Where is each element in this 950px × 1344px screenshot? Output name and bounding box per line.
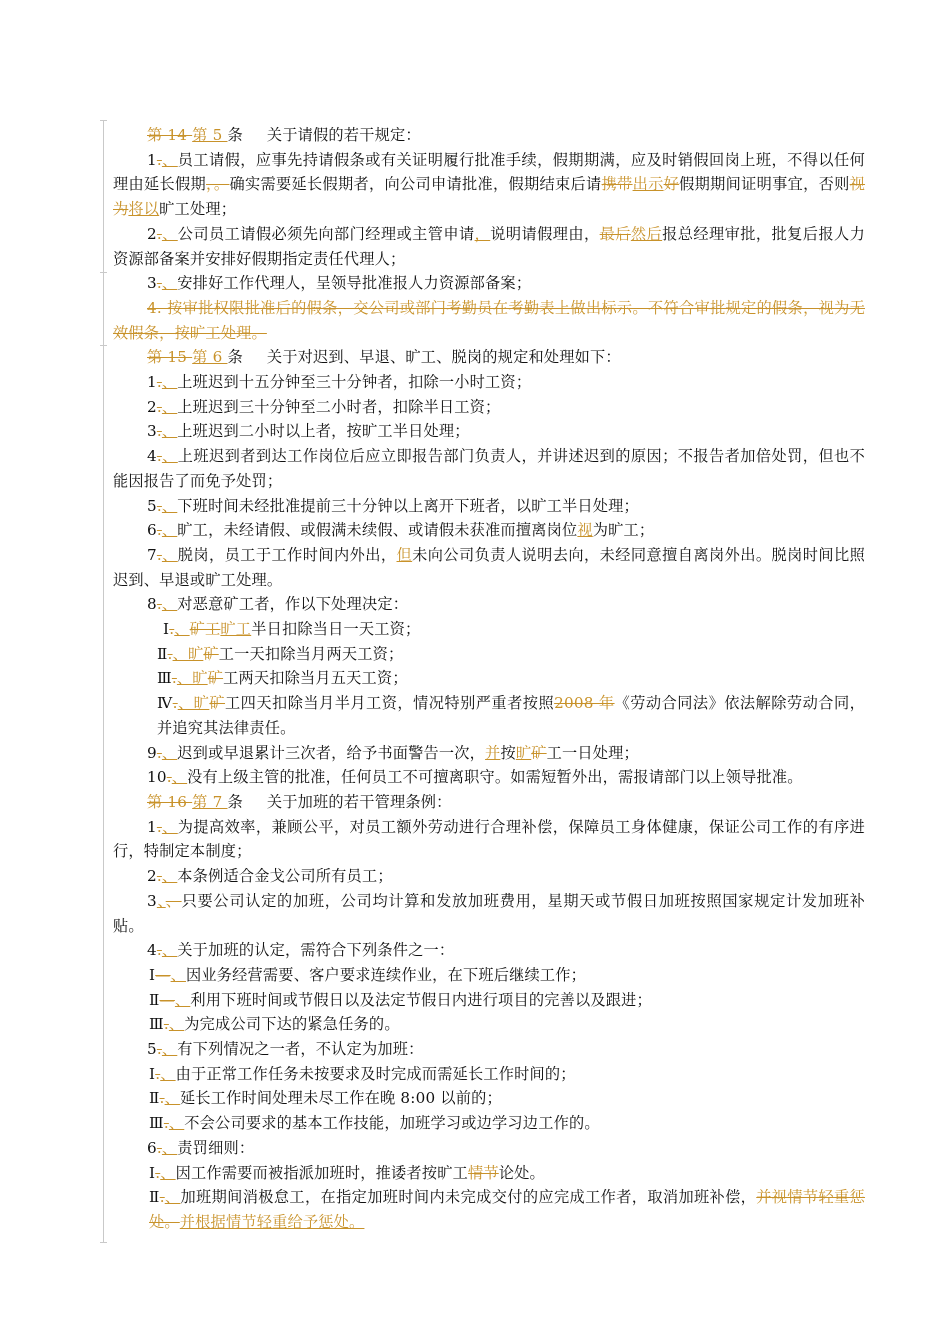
text-run: 公司员工请假必须先向部门经理或主管申请	[177, 224, 475, 243]
text-run: Ⅰ	[149, 1064, 156, 1083]
deleted-text: .	[156, 545, 162, 564]
inserted-text: 、旷	[172, 644, 204, 663]
text-run: 旷工，未经请假、或假满未续假、或请假未获准而擅离岗位	[177, 521, 578, 540]
deleted-text: .	[156, 1138, 162, 1157]
deleted-text: .	[156, 941, 162, 960]
text-run: 5	[147, 1040, 157, 1059]
inserted-text: 、	[174, 620, 190, 639]
inserted-text: 、	[161, 743, 178, 762]
document-paragraph	[113, 741, 865, 766]
document-paragraph	[113, 988, 865, 1013]
text-run: 工一日处理；	[546, 743, 639, 762]
deleted-text: .	[156, 496, 162, 515]
document-paragraph	[113, 592, 865, 617]
document-paragraph	[113, 691, 865, 740]
inserted-text: 然后	[630, 224, 663, 243]
text-run: 关于对迟到、早退、旷工、脱岗的规定和处理如下：	[266, 348, 621, 367]
text-run: 没有上级主管的批准，任何员工不可擅离职守。如需短暂外出，需报请部门以上领导批准。	[187, 768, 803, 787]
inserted-text: 第 7	[192, 792, 228, 811]
revision-margin-tick	[100, 1242, 107, 1243]
inserted-text: 、	[160, 1064, 176, 1083]
inserted-text: 、	[161, 397, 178, 416]
text-run: 上班迟到三十分钟至二小时者，扣除半日工资；	[177, 397, 501, 416]
text-run: 只要公司认定的加班，公司均计算和发放加班费用，星期天或节假日加班按照国家规定计发加班补贴。	[113, 891, 865, 935]
deleted-text: .	[156, 150, 162, 169]
text-run: Ⅱ	[157, 644, 168, 663]
inserted-text: 、	[161, 422, 178, 441]
deleted-text: .	[156, 422, 162, 441]
document-paragraph	[113, 666, 865, 691]
document-paragraph	[113, 518, 865, 543]
document-paragraph	[113, 370, 865, 395]
deleted-text: 最后	[599, 224, 631, 243]
text-run: 1	[147, 150, 157, 169]
text-run: Ⅰ	[149, 965, 156, 984]
text-run: 确实需要延长假期者，向公司申请批准，假期结束后请	[229, 175, 602, 194]
text-run: 说明请假理由，	[490, 224, 600, 243]
text-run: 利用下班时间或节假日以及法定节假日内进行项目的完善以及跟进；	[190, 990, 652, 1009]
deleted-text: .	[156, 521, 162, 540]
document-paragraph	[113, 345, 865, 370]
text-run: 4	[147, 447, 157, 466]
text-run: 2	[147, 224, 157, 243]
inserted-text: 、	[168, 1015, 185, 1034]
text-run: Ⅰ	[163, 620, 170, 639]
text-run: 1	[147, 373, 157, 392]
document-paragraph	[113, 617, 865, 642]
deleted-text: .	[156, 274, 162, 293]
deleted-text: 2008 年	[554, 694, 615, 713]
text-run: Ⅰ	[149, 1163, 156, 1182]
document-paragraph	[113, 963, 865, 988]
text-run: Ⅲ	[157, 669, 172, 688]
document-body	[113, 123, 865, 1235]
inserted-text: 、	[161, 373, 178, 392]
inserted-text: 旷	[515, 743, 532, 762]
revision-margin-line	[103, 120, 104, 1242]
document-paragraph	[113, 642, 865, 667]
deleted-text: .	[155, 1163, 161, 1182]
document-paragraph	[113, 444, 865, 493]
document-paragraph	[113, 864, 865, 889]
text-run: 关于加班的若干管理条例：	[266, 792, 452, 811]
inserted-text: 、	[161, 867, 178, 886]
text-run: 4	[147, 941, 157, 960]
deleted-text: .	[156, 595, 162, 614]
document-paragraph	[113, 494, 865, 519]
deleted-text: ，。	[206, 175, 230, 194]
text-run: 关于加班的认定，需符合下列条件之一：	[177, 941, 455, 960]
text-run: 9	[147, 743, 157, 762]
text-run: Ⅱ	[149, 990, 160, 1009]
inserted-text: 旷工	[220, 620, 252, 639]
text-run: 按	[500, 743, 516, 762]
text-run: 2	[147, 397, 157, 416]
text-run: 为旷工；	[592, 521, 655, 540]
text-run: 2	[147, 867, 157, 886]
inserted-text: 、	[161, 1040, 178, 1059]
text-run: 为提高效率，兼顾公平，对员工额外劳动进行合理补偿，保障员工身体健康，保证公司工作的有序进行，特制定本制度；	[113, 817, 865, 861]
text-run: 旷工处理；	[159, 200, 237, 219]
inserted-text: 并根据情节轻重给予惩处。	[179, 1212, 365, 1231]
text-run: 因业务经营需要、客户要求连续作业，在下班后继续工作；	[185, 965, 587, 984]
inserted-text: 、	[156, 891, 166, 910]
inserted-text: 但	[396, 545, 413, 564]
deleted-text: 4. 按审批权限批准后的假条，交公司或部门考勤员在考勤表上做出标示。不符合审批规定的假条，视为无效假条，按旷工处理。	[113, 298, 865, 342]
inserted-text: 、旷	[177, 694, 210, 713]
text-run: 假期期间证明事宜，否则	[679, 175, 850, 194]
inserted-text: ，	[474, 224, 491, 243]
text-run: 8	[147, 595, 157, 614]
inserted-text: 、	[161, 224, 178, 243]
text-run: 安排好工作代理人，呈领导批准报人力资源部备案；	[177, 274, 532, 293]
document-paragraph	[113, 815, 865, 864]
text-run: 半日扣除当日一天工资；	[251, 620, 421, 639]
text-run: 1	[147, 817, 157, 836]
text-run: 责罚细则：	[177, 1138, 255, 1157]
inserted-text: 视	[577, 521, 593, 540]
deleted-text: .	[155, 1064, 161, 1083]
deleted-text: 情节	[468, 1163, 499, 1182]
deleted-text: .	[163, 1015, 169, 1034]
text-run: 3	[147, 274, 157, 293]
inserted-text: 、	[160, 1163, 176, 1182]
text-run: 上班迟到者到达工作岗位后应立即报告部门负责人，并讲述迟到的原因；不报告者加倍处罚，但也不能因报告了而免予处罚；	[113, 447, 865, 490]
deleted-text: 矿	[203, 644, 219, 663]
inserted-text: 、	[161, 447, 178, 466]
text-run: 《劳动合同法》依法解除劳动合同，并追究其法律责任。	[157, 694, 866, 737]
inserted-text: 、	[161, 941, 178, 960]
text-run: 上班迟到十五分钟至三十分钟者，扣除一小时工资；	[177, 373, 532, 392]
deleted-text: .	[159, 1188, 165, 1207]
inserted-text: 、	[161, 274, 178, 293]
revision-margin-tick	[100, 272, 107, 273]
inserted-text: 、	[161, 1138, 178, 1157]
deleted-text: 第 14	[147, 126, 193, 144]
deleted-text: 视为	[113, 175, 866, 219]
inserted-text: 并	[485, 743, 501, 762]
deleted-text: 、	[165, 891, 182, 910]
inserted-text: 、	[161, 496, 178, 515]
inserted-text: 、	[161, 545, 178, 564]
text-run: 为完成公司下达的紧急任务的。	[184, 1015, 400, 1034]
document-paragraph	[113, 1185, 865, 1234]
text-run: 条	[227, 792, 243, 811]
text-run: 下班时间未经批准提前三十分钟以上离开下班者，以旷工半日处理；	[177, 496, 639, 515]
text-run: 5	[147, 496, 157, 515]
text-run: 上班迟到二小时以上者，按旷工半日处理；	[177, 422, 470, 441]
deleted-text: —	[155, 965, 171, 984]
deleted-text: 矿	[209, 694, 226, 713]
deleted-text: 矿工	[189, 620, 221, 639]
text-run: 7	[147, 545, 157, 564]
text-run: 对恶意矿工者，作以下处理决定：	[177, 595, 409, 614]
inserted-text: 、	[164, 1089, 180, 1108]
text-run: 报总经理审批，批复后报人力资源部备案并安排好假期指定责任代理人；	[113, 224, 865, 268]
deleted-text: .	[156, 447, 162, 466]
document-paragraph	[113, 543, 865, 592]
text-run: 有下列情况之一者，不认定为加班：	[177, 1040, 424, 1059]
document-paragraph	[113, 938, 865, 963]
text-run: 不会公司要求的基本工作技能，加班学习或边学习边工作的。	[184, 1114, 600, 1133]
inserted-text: 、	[170, 965, 186, 984]
deleted-text: 好	[663, 175, 680, 194]
revision-margin-tick	[100, 120, 107, 121]
inserted-text: 将以	[128, 200, 160, 219]
text-run: 本条例适合金戈公司所有员工；	[177, 867, 393, 886]
document-paragraph	[113, 395, 865, 420]
deleted-text: .	[156, 373, 162, 392]
document-paragraph	[113, 296, 865, 345]
deleted-text: 第 16	[147, 792, 193, 811]
text-run: 条	[227, 126, 243, 144]
text-run: 工一天扣除当月两天工资；	[218, 644, 404, 663]
text-run: 加班期间消极怠工，在指定加班时间内未完成交付的应完成工作者，取消加班补偿，	[180, 1188, 757, 1207]
deleted-text: .	[163, 1114, 169, 1133]
document-paragraph	[113, 419, 865, 444]
text-run: 论处。	[498, 1163, 545, 1182]
deleted-text: 矿	[207, 669, 224, 688]
document-paragraph	[113, 123, 865, 148]
inserted-text: 、	[164, 1188, 181, 1207]
text-run: 6	[147, 521, 157, 540]
inserted-text: 、	[161, 817, 178, 836]
inserted-text: 、	[168, 1114, 185, 1133]
deleted-text: .	[159, 1089, 165, 1108]
text-run: Ⅲ	[149, 1114, 164, 1133]
revision-margin-tick	[100, 345, 107, 346]
deleted-text: .	[171, 669, 177, 688]
deleted-text: 矿	[531, 743, 547, 762]
inserted-text: 、	[161, 150, 178, 169]
text-run: 条	[227, 348, 243, 367]
document-paragraph	[113, 790, 865, 815]
deleted-text: 携带	[601, 175, 633, 194]
deleted-text: 第 15	[147, 348, 193, 367]
text-run: Ⅱ	[149, 1188, 160, 1207]
document-paragraph	[113, 1161, 865, 1186]
inserted-text: 、	[174, 990, 191, 1009]
deleted-text: —	[159, 990, 175, 1009]
text-run: 由于正常工作任务未按要求及时完成而需延长工作时间的；	[175, 1064, 576, 1083]
inserted-text: 、	[161, 521, 178, 540]
deleted-text: .	[156, 817, 162, 836]
text-run: Ⅳ	[157, 694, 173, 713]
text-run: Ⅲ	[149, 1015, 164, 1034]
deleted-text: 并视情节轻重惩处。	[149, 1188, 866, 1231]
document-paragraph	[113, 1111, 865, 1136]
deleted-text: .	[172, 694, 178, 713]
document-paragraph	[113, 148, 865, 222]
text-run: 脱岗，员工于工作时间内外出，	[177, 545, 397, 564]
document-paragraph	[113, 1062, 865, 1087]
document-paragraph	[113, 271, 865, 296]
inserted-text: 、旷	[176, 669, 208, 688]
deleted-text: .	[166, 768, 172, 787]
text-run: 6	[147, 1138, 157, 1157]
text-run: 工两天扣除当月五天工资；	[223, 669, 408, 688]
text-run: 3	[147, 891, 157, 910]
inserted-text: 第 5	[192, 126, 228, 144]
document-paragraph	[113, 1136, 865, 1161]
text-run: 未向公司负责人说明去向，未经同意擅自离岗外出。脱岗时间比照迟到、早退或旷工处理。	[113, 545, 865, 589]
text-run: 迟到或早退累计三次者，给予书面警告一次，	[177, 743, 486, 762]
inserted-text: 、	[171, 768, 188, 787]
text-run: Ⅱ	[149, 1089, 160, 1108]
text-run: 关于请假的若干规定：	[266, 126, 421, 144]
deleted-text: .	[167, 644, 173, 663]
inserted-text: 第 6	[192, 348, 228, 367]
text-run: 员工请假，应事先持请假条或有关证明履行批准手续，假期期满，应及时销假回岗上班，不得以任何理由延长假期	[113, 150, 865, 194]
deleted-text: .	[156, 1040, 162, 1059]
deleted-text: .	[156, 743, 162, 762]
text-run: 工四天扣除当月半月工资，情况特别严重者按照	[225, 694, 555, 713]
text-run: 3	[147, 422, 157, 441]
deleted-text: .	[156, 224, 162, 243]
text-run: 因工作需要而被指派加班时，推诿者按旷工	[175, 1163, 468, 1182]
document-paragraph	[113, 1086, 865, 1111]
document-paragraph	[113, 222, 865, 271]
document-paragraph	[113, 1037, 865, 1062]
deleted-text: .	[156, 867, 162, 886]
document-paragraph	[113, 765, 865, 790]
deleted-text: .	[156, 397, 162, 416]
document-paragraph	[113, 889, 865, 938]
deleted-text: .	[169, 620, 175, 639]
document-paragraph	[113, 1012, 865, 1037]
inserted-text: 出示	[632, 175, 664, 194]
text-run: 延长工作时间处理未尽工作在晚 8:00 以前的；	[179, 1089, 502, 1108]
inserted-text: 、	[161, 595, 178, 614]
text-run: 10	[147, 768, 167, 787]
